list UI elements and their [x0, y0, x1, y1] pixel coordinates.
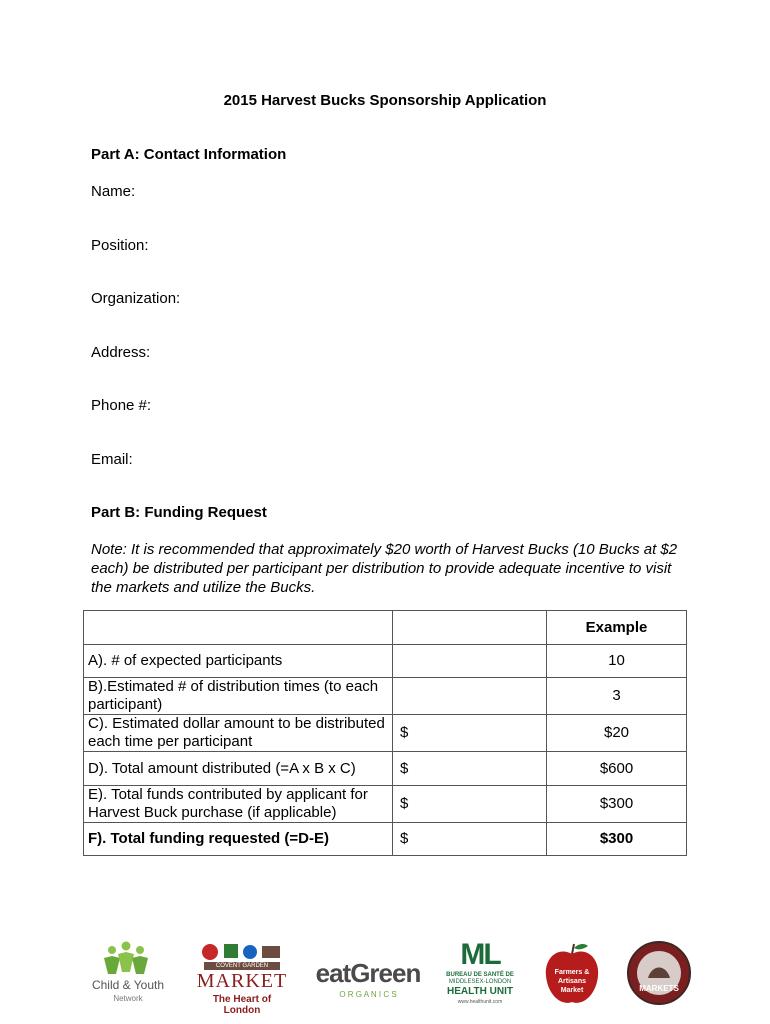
row-input[interactable] [393, 678, 547, 715]
covent-garden-market: MARKET [196, 970, 288, 992]
health-unit-line3: HEALTH UNIT [447, 986, 513, 997]
row-input[interactable]: $ [393, 715, 547, 752]
covent-garden-tagline: The Heart of London [212, 994, 272, 1016]
row-example: $20 [547, 715, 687, 752]
health-unit-url: www.healthunit.com [457, 999, 503, 1005]
position-label: Position: [91, 237, 149, 254]
row-input[interactable]: $ [393, 786, 547, 823]
phone-label: Phone #: [91, 397, 152, 414]
child-youth-subtitle: Network [113, 994, 143, 1003]
address-label: Address: [91, 344, 151, 361]
health-unit-logo [444, 940, 516, 1010]
row-input[interactable]: $ [393, 823, 547, 856]
row-example: $300 [547, 786, 687, 823]
covent-garden-market-logo [194, 940, 290, 1016]
row-example: 10 [547, 645, 687, 678]
row-label: A). # of expected participants [84, 645, 393, 678]
header-example: Example [547, 611, 687, 645]
name-label: Name: [91, 183, 136, 200]
eatgreen-organics-logo [314, 940, 422, 1010]
farmers-market-logo [540, 940, 604, 1010]
page-title: 2015 Harvest Bucks Sponsorship Application [223, 92, 547, 109]
funding-table [83, 610, 687, 856]
row-label: C). Estimated dollar amount to be distributed each time per participant [84, 715, 393, 752]
table-row [84, 786, 687, 823]
row-label: F). Total funding requested (=D-E) [84, 823, 393, 856]
part-b-heading: Part B: Funding Request [91, 504, 267, 521]
covent-garden-top: COVENT GARDEN [204, 962, 280, 970]
table-row-total [84, 823, 687, 856]
table-row [84, 678, 687, 715]
row-example: 3 [547, 678, 687, 715]
farmers-market-text: Farmers & Artisans Market [554, 969, 590, 994]
row-label: B).Estimated # of distribution times (to each participant) [84, 678, 393, 715]
funding-note: Note: It is recommended that approximately $20 worth of Harvest Bucks (10 Bucks at $2 each) be distributed per participant per distribution to provide adequate incentive to visit the markets and utilize the Bucks. [91, 541, 678, 596]
email-label: Email: [91, 451, 133, 468]
child-youth-network-logo [86, 940, 170, 1010]
table-header-row [84, 611, 687, 645]
row-example: $600 [547, 752, 687, 786]
organization-label: Organization: [91, 290, 181, 307]
markets-badge-logo [626, 940, 692, 1010]
health-unit-mark: ML [460, 938, 500, 971]
part-a-heading: Part A: Contact Information [91, 146, 287, 163]
row-label: E). Total funds contributed by applicant for Harvest Buck purchase (if applicable) [84, 786, 393, 823]
table-row [84, 715, 687, 752]
eatgreen-title: eatGreen [315, 958, 421, 988]
sponsor-logos [0, 938, 770, 1016]
table-row [84, 645, 687, 678]
markets-badge-text: MARKETS [639, 984, 679, 993]
health-unit-line2: MIDDLESEX-LONDON [448, 979, 512, 985]
row-label: D). Total amount distributed (=A x B x C) [84, 752, 393, 786]
badge-icon [626, 940, 692, 1006]
row-input[interactable] [393, 645, 547, 678]
row-example: $300 [547, 823, 687, 856]
table-row [84, 752, 687, 786]
header-blank-cell [84, 611, 393, 645]
row-input[interactable]: $ [393, 752, 547, 786]
eatgreen-subtitle: O R G A N I C S [339, 990, 397, 999]
child-youth-title: Child & Youth [91, 978, 165, 992]
produce-icon [194, 940, 290, 962]
header-input-cell [393, 611, 547, 645]
health-unit-line1: BUREAU DE SANTÉ DE [446, 972, 514, 978]
